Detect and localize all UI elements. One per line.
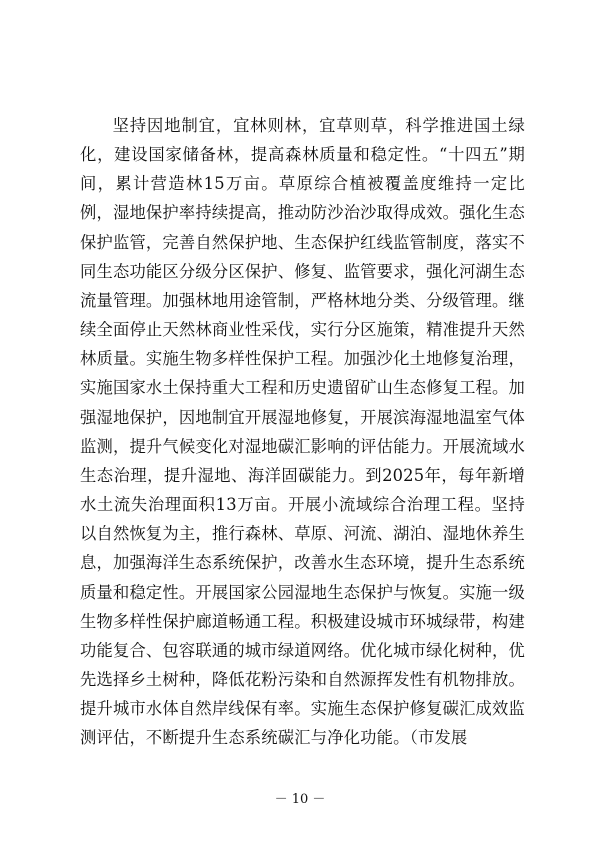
body-paragraph: 坚持因地制宜，宜林则林，宜草则草，科学推进国土绿化，建设国家储备林，提高森林质量和稳定性。“十四五”期间，累计营造林15万亩。草原综合植被覆盖度维持一定比例，湿地保护率持续提高，推动防沙治沙取得成效。强化生态保护监管，完善自然保护地、生态保护红线监管制度，落实不同生态功能区分级分区保护、修复、监管要求，强化河湖生态流量管理。加强林地用途管制，严格林地分类、分级管理。继续全面停止天然林商业性采伐，实行分区施策，精准提升天然林质量。实施生物多样性保护工程。加强沙化土地修复治理，实施国家水土保持重大工程和历史遗留矿山生态修复工程。加强湿地保护，因地制宜开展湿地修复，开展滨海湿地温室气体监测，提升气候变化对湿地碳汇影响的评估能力。开展流域水生态治理，提升湿地、海洋固碳能力。到2025年，每年新增水土流失治理面积13万亩。开展小流域综合治理工程。坚持以自然恢复为主，推行森林、草原、河流、湖泊、湿地休养生息，加强海洋生态系统保护，改善水生态环境，提升生态系统质量和稳定性。开展国家公园湿地生态保护与恢复。实施一级生物多样性保护廊道畅通工程。积极建设城市环城绿带，构建功能复合、包容联通的城市绿道网络。优化城市绿化树种，优先选择乡土树种，降低花粉污染和自然源挥发性有机物排放。提升城市水体自然岸线保有率。实施生态保护修复碳汇成效监测评估，不断提升生态系统碳汇与净化功能。（市发展 <box>80 116 525 748</box>
page-number: － 10 － <box>274 792 326 807</box>
